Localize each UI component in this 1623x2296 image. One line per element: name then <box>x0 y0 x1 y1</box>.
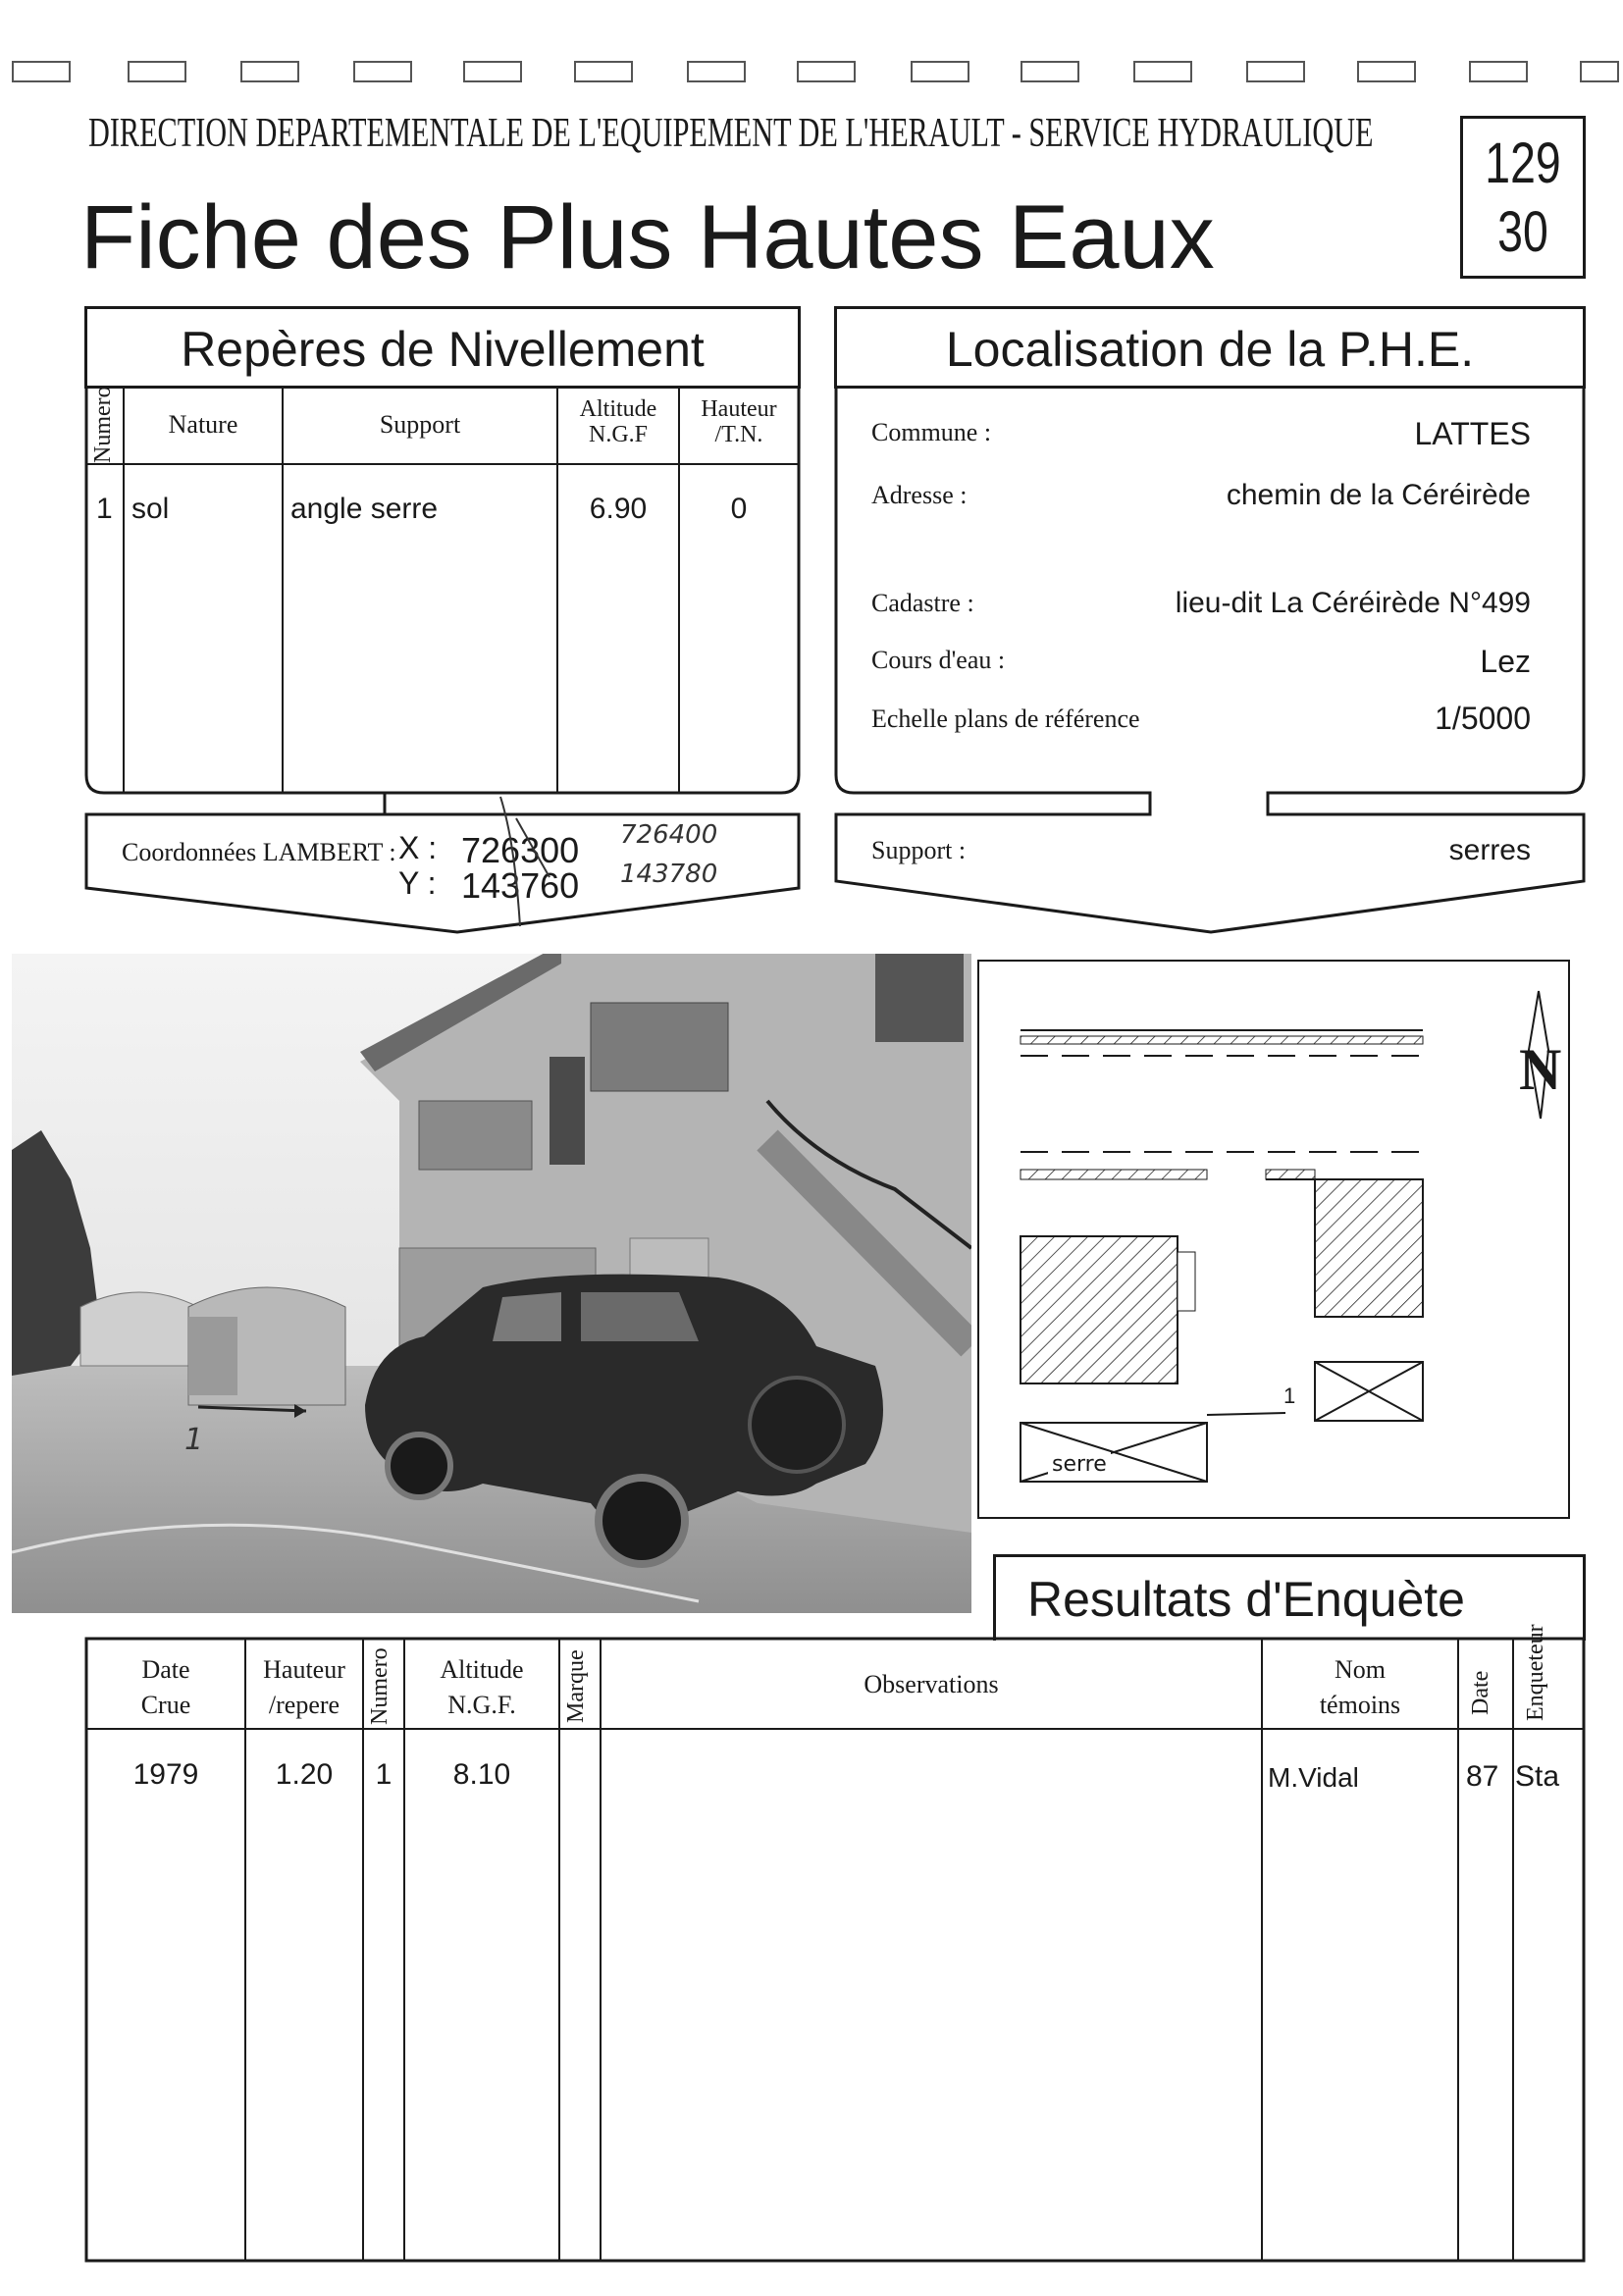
commune-label: Commune : <box>871 418 992 446</box>
col-hauteur: Hauteur /T.N. <box>701 396 777 447</box>
cadastre-label: Cadastre : <box>871 589 974 617</box>
row-date: 87 <box>1466 1760 1499 1793</box>
site-plan <box>977 960 1570 1519</box>
page-title: Fiche des Plus Hautes Eaux <box>80 187 1215 287</box>
row-nom-temoins: M.Vidal <box>1268 1762 1359 1793</box>
lambert-label: Coordonnées LAMBERT : <box>122 838 396 866</box>
support-value: serres <box>1448 834 1531 866</box>
localisation-title: Localisation de la P.H.E. <box>945 322 1475 377</box>
support-label: Support : <box>871 836 967 864</box>
reperes-title: Repères de Nivellement <box>181 322 705 377</box>
col-enqueteur: Enqueteur <box>1523 1624 1548 1722</box>
col-numero-enquete: Numero <box>367 1647 393 1726</box>
col-nom-temoins: Nom témoins <box>1319 1655 1401 1719</box>
row-hauteur: 0 <box>730 493 748 525</box>
col-numero: Numero <box>90 386 116 463</box>
x-label: X : <box>398 830 438 865</box>
plan-drawing <box>979 962 1568 1517</box>
col-nature: Nature <box>168 410 238 439</box>
echelle-label: Echelle plans de référence <box>871 704 1140 733</box>
col-hauteur-repere: Hauteur /repere <box>263 1655 345 1719</box>
plan-marker: 1 <box>1283 1383 1296 1408</box>
cours-label: Cours d'eau : <box>871 646 1006 674</box>
col-support: Support <box>379 410 461 439</box>
adresse-value: chemin de la Céréirède <box>1226 479 1531 511</box>
resultats-title: Resultats d'Enquète <box>1027 1572 1465 1627</box>
row-nature: sol <box>131 493 170 525</box>
col-observations: Observations <box>864 1670 999 1698</box>
adresse-label: Adresse : <box>871 481 968 509</box>
row-date-crue: 1979 <box>132 1758 199 1791</box>
localisation-frame <box>0 0 1623 942</box>
commune-value: LATTES <box>1414 416 1531 451</box>
serre-label: serre <box>1048 1452 1111 1477</box>
row-hauteur-repere: 1.20 <box>275 1758 334 1791</box>
row-numero: 1 <box>96 493 113 525</box>
col-marque: Marque <box>563 1649 589 1724</box>
x-value: 726300 <box>461 830 580 870</box>
photo-scene <box>12 954 971 1613</box>
col-date: Date <box>1468 1670 1493 1715</box>
echelle-value: 1/5000 <box>1435 701 1531 736</box>
y-value: 143760 <box>461 865 580 906</box>
ref-number-top: 129 <box>1485 131 1561 195</box>
col-altitude: Altitude N.G.F <box>579 396 657 447</box>
ref-number-bottom: 30 <box>1497 200 1548 264</box>
y-correction: 143780 <box>620 860 718 889</box>
photo-marker: 1 <box>184 1423 204 1457</box>
row-altitude: 6.90 <box>589 493 648 525</box>
row-enqueteur: Sta <box>1515 1760 1560 1793</box>
y-label: Y : <box>398 865 437 901</box>
row-support: angle serre <box>290 493 439 525</box>
col-altitude-ngf: Altitude N.G.F. <box>440 1655 524 1719</box>
north-icon: N <box>1519 1037 1562 1102</box>
direction-header: DIRECTION DEPARTEMENTALE DE L'EQUIPEMENT DE L'HERAULT - SERVICE HYDRAULIQUE <box>88 111 1374 156</box>
resultats-title-box <box>993 1554 1586 1641</box>
resultats-table-frame <box>0 1629 1623 2267</box>
x-correction: 726400 <box>620 820 718 850</box>
cadastre-value: lieu-dit La Céréirède N°499 <box>1175 587 1531 619</box>
row-altitude-ngf: 8.10 <box>452 1758 511 1791</box>
row-numero-enquete: 1 <box>375 1758 393 1791</box>
cours-value: Lez <box>1480 644 1531 679</box>
col-date-crue: Date Crue <box>140 1655 191 1719</box>
site-photo <box>12 954 971 1613</box>
